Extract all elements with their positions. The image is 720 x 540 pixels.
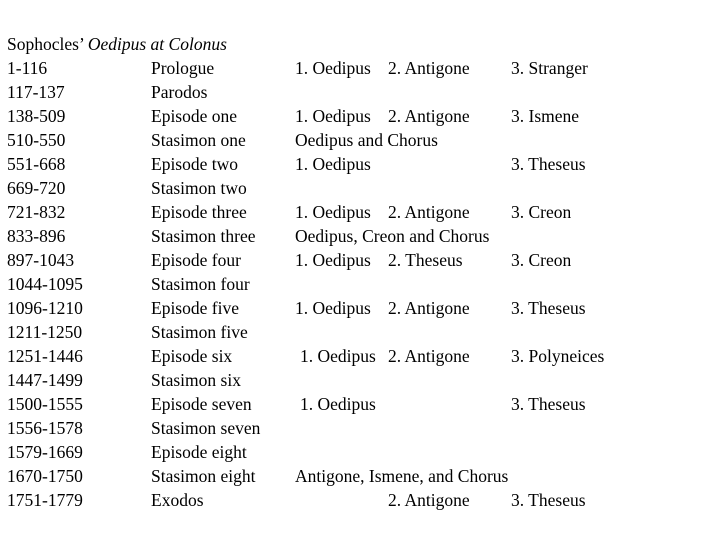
slide-title: [7, 32, 227, 56]
table-row: [0, 416, 720, 440]
table-row: [0, 368, 720, 392]
section-name: Episode eight: [151, 442, 247, 462]
chorus-note: Oedipus and Chorus: [295, 130, 438, 150]
section-name: Stasimon one: [151, 130, 246, 150]
section-name: Stasimon six: [151, 370, 241, 390]
actor-1: 1. Oedipus: [295, 58, 371, 78]
line-range: 1044-1095: [7, 274, 83, 294]
section-name: Exodos: [151, 490, 204, 510]
actor-1: 1. Oedipus: [295, 106, 371, 126]
section-name: Parodos: [151, 82, 208, 102]
table-row: [0, 80, 720, 104]
section-name: Episode one: [151, 106, 238, 126]
table-row: [0, 176, 720, 200]
chorus-note: Antigone, Ismene, and Chorus: [295, 466, 509, 486]
table-row: [0, 296, 720, 320]
section-name: Prologue: [151, 58, 215, 78]
table-row: [0, 200, 720, 224]
table-row: [0, 56, 720, 80]
section-name: Stasimon seven: [151, 418, 261, 438]
section-name: Stasimon three: [151, 226, 256, 246]
actor-3: 3. Ismene: [511, 106, 580, 126]
line-range: 1447-1499: [7, 370, 83, 390]
actor-1: 1. Oedipus: [295, 298, 371, 318]
actor-3: 3. Theseus: [511, 490, 586, 510]
line-range: 117-137: [7, 82, 65, 102]
table-row: [0, 320, 720, 344]
table-row: [0, 128, 720, 152]
line-range: 1096-1210: [7, 298, 83, 318]
actor-3: 3. Polyneices: [511, 346, 605, 366]
line-range: 897-1043: [7, 250, 75, 270]
table-row: [0, 392, 720, 416]
line-range: 1579-1669: [7, 442, 83, 462]
section-name: Episode two: [151, 154, 239, 174]
section-name: Stasimon eight: [151, 466, 256, 486]
actor-2: 2. Antigone: [388, 346, 470, 366]
line-range: 1670-1750: [7, 466, 83, 486]
actor-2: 2. Antigone: [388, 106, 470, 126]
line-range: 1-116: [7, 58, 48, 78]
table-row: [0, 344, 720, 368]
table-row: [0, 104, 720, 128]
actor-2: 2. Theseus: [388, 250, 463, 270]
actor-1: 1. Oedipus: [295, 154, 371, 174]
line-range: 1211-1250: [7, 322, 83, 342]
title-play: Oedipus at Colonus: [87, 34, 227, 54]
table-row: [0, 272, 720, 296]
line-range: 1751-1779: [7, 490, 83, 510]
section-name: Stasimon four: [151, 274, 250, 294]
actor-3: 3. Theseus: [511, 154, 586, 174]
table-row: [0, 224, 720, 248]
actor-2: 2. Antigone: [388, 202, 470, 222]
table-row: [0, 488, 720, 512]
line-range: 551-668: [7, 154, 66, 174]
line-range: 669-720: [7, 178, 66, 198]
line-range: 833-896: [7, 226, 66, 246]
section-name: Stasimon two: [151, 178, 247, 198]
actor-2: 2. Antigone: [388, 58, 470, 78]
actor-2: 2. Antigone: [388, 298, 470, 318]
line-range: 510-550: [7, 130, 66, 150]
section-name: Episode five: [151, 298, 239, 318]
line-range: 1556-1578: [7, 418, 83, 438]
actor-3: 3. Stranger: [511, 58, 588, 78]
table-row: [0, 440, 720, 464]
line-range: 1500-1555: [7, 394, 83, 414]
actor-2: 2. Antigone: [388, 490, 470, 510]
actor-3: 3. Theseus: [511, 394, 586, 414]
actor-1: 1. Oedipus: [295, 250, 371, 270]
section-name: Episode three: [151, 202, 247, 222]
chorus-note: Oedipus, Creon and Chorus: [295, 226, 490, 246]
actor-1: 1. Oedipus: [300, 394, 376, 414]
section-name: Episode four: [151, 250, 241, 270]
actor-3: 3. Theseus: [511, 298, 586, 318]
title-author: Sophocles’: [7, 34, 84, 54]
actor-1: 1. Oedipus: [300, 346, 376, 366]
line-range: 138-509: [7, 106, 66, 126]
line-range: 721-832: [7, 202, 66, 222]
section-name: Episode six: [151, 346, 233, 366]
actor-3: 3. Creon: [511, 250, 572, 270]
actor-3: 3. Creon: [511, 202, 572, 222]
table-row: [0, 248, 720, 272]
actor-1: 1. Oedipus: [295, 202, 371, 222]
structure-table: [0, 56, 720, 512]
section-name: Episode seven: [151, 394, 252, 414]
table-row: [0, 464, 720, 488]
table-row: [0, 152, 720, 176]
section-name: Stasimon five: [151, 322, 248, 342]
line-range: 1251-1446: [7, 346, 83, 366]
